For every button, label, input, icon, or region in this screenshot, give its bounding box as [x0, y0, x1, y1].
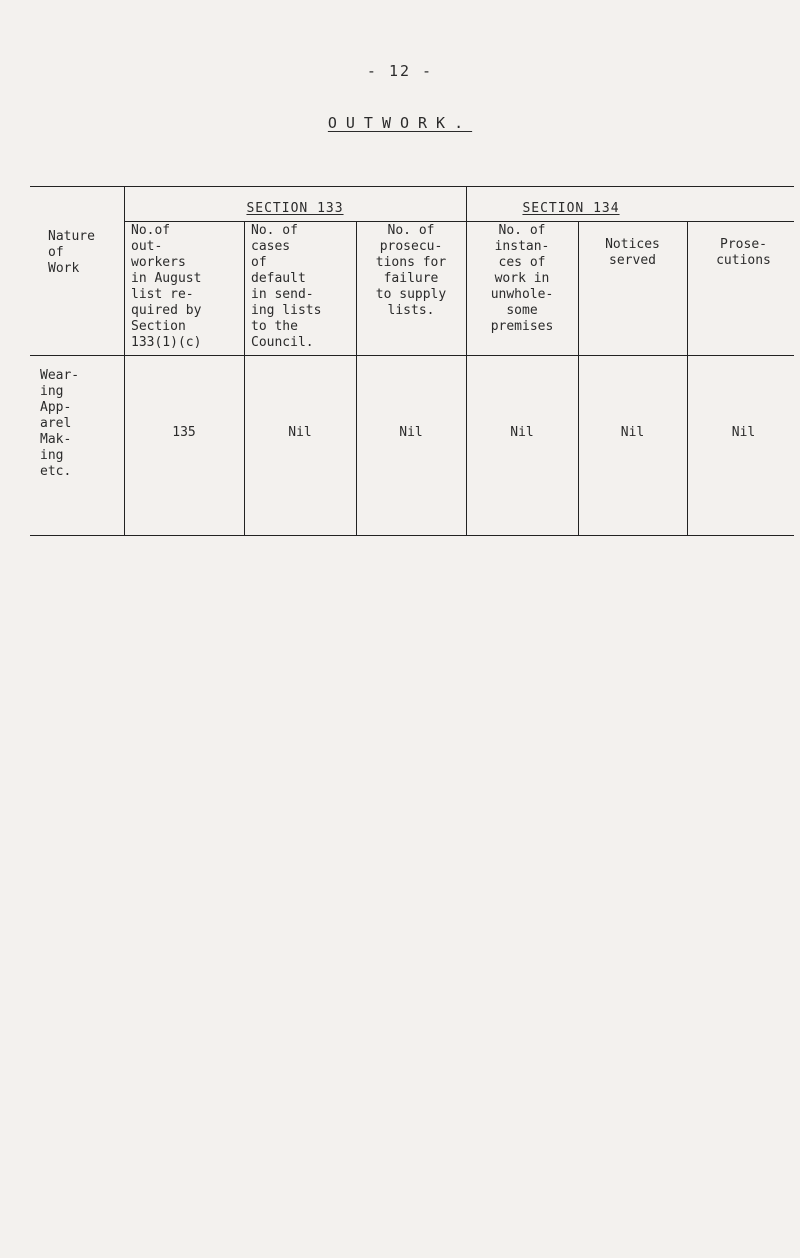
table-bottom-rule	[30, 535, 794, 536]
row-notices-served: Nil	[620, 425, 645, 440]
page-number: - 12 -	[366, 62, 434, 80]
header-outworkers: No.of out- workers in August list re- quired by Section 133(1)(c)	[131, 223, 202, 350]
column-divider	[124, 186, 125, 536]
row-outworkers: 135	[172, 425, 196, 440]
header-default-cases: No. of cases of default in send- ing lists to the Council.	[251, 223, 322, 350]
header-instances-unwholesome: No. of instan- ces of work in unwhole- some premises	[490, 223, 554, 334]
section-134-label: SECTION 134	[522, 201, 620, 216]
section-133-header	[124, 201, 466, 217]
header-prosecutions: Prose- cutions	[716, 237, 771, 268]
table-top-rule	[30, 186, 794, 187]
row-instances: Nil	[510, 425, 534, 440]
document-title-text: OUTWORK.	[327, 114, 473, 132]
row-nature-of-work: Wear- ing App- arel Mak- ing etc.	[40, 368, 80, 479]
section-134-header	[466, 201, 676, 217]
header-prosecutions-failure: No. of prosecu- tions for failure to supply lists.	[375, 223, 447, 318]
header-bottom-rule	[30, 355, 794, 356]
header-section-rule	[124, 221, 794, 222]
row-prosecutions-failure: Nil	[399, 425, 423, 440]
column-divider	[244, 221, 245, 536]
header-nature-of-work: Nature of Work	[48, 229, 95, 276]
row-prosecutions: Nil	[731, 425, 756, 440]
header-notices-served: Notices served	[605, 237, 660, 268]
row-default-cases: Nil	[288, 425, 312, 440]
section-133-label: SECTION 133	[246, 201, 344, 216]
